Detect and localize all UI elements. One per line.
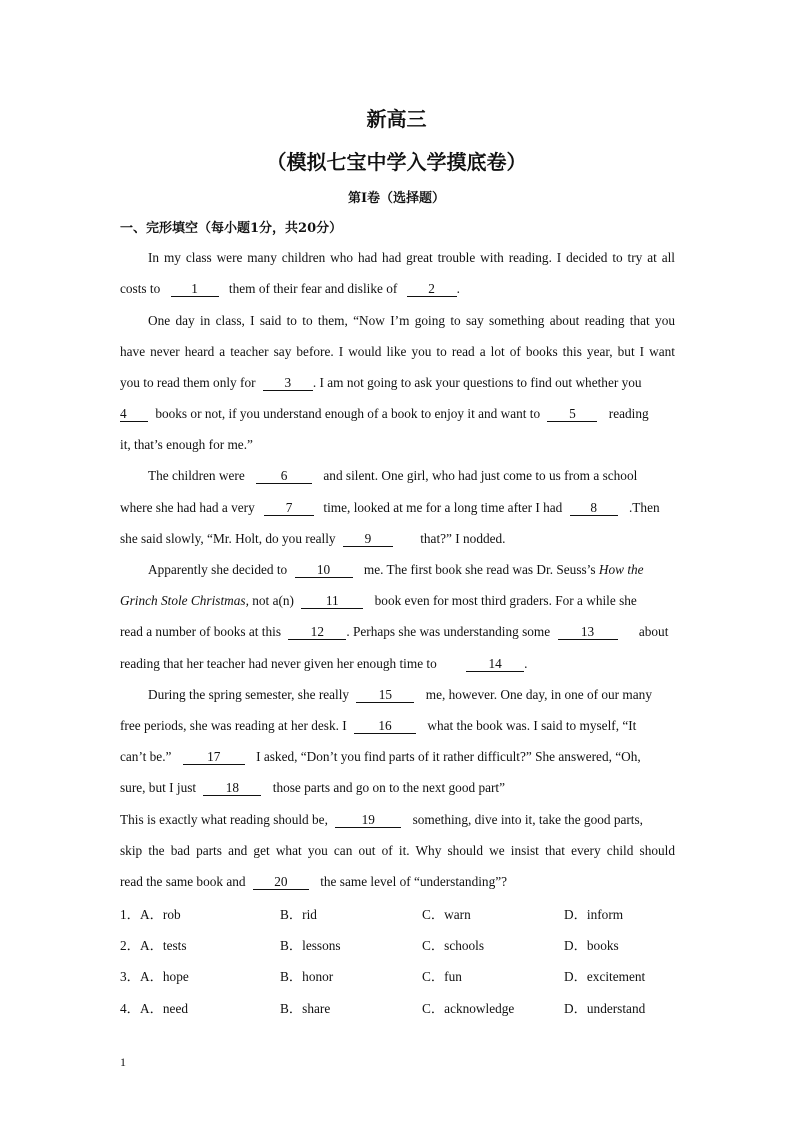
blank-10: 10: [295, 562, 353, 578]
passage-text: The children were: [148, 468, 245, 483]
passage-text: book even for most third graders. For a while she: [374, 593, 637, 608]
passage-text: what the book was. I said to myself, “It: [427, 718, 637, 733]
passage-text: time, looked at me for a long time after I had: [323, 500, 563, 515]
passage-text: .Then: [628, 500, 660, 515]
passage-text: me. The first book she read was Dr. Seuss’s: [363, 562, 596, 577]
volume-heading: 第I卷（选择题）: [347, 191, 446, 206]
question-number: 1．: [120, 907, 140, 922]
blank-2: 2: [407, 281, 457, 297]
passage-line: [120, 592, 675, 610]
option-a[interactable]: A．hope: [140, 969, 189, 984]
blank-4: 4: [120, 406, 148, 422]
passage-text: Apparently she decided to: [148, 562, 288, 577]
passage-text: This is exactly what reading should be,: [120, 812, 328, 827]
passage-line: [120, 374, 675, 392]
passage-text: One day in class, I said to to them, “Now I’m going to say something about reading that you: [148, 313, 675, 328]
passage-text: those parts and go on to the next good part”: [272, 780, 506, 795]
passage-text: the same level of “understanding”?: [320, 874, 508, 889]
blank-13: 13: [558, 624, 618, 640]
option-d[interactable]: D．books: [564, 938, 619, 953]
passage-text: reading that her teacher had never given her enough time to: [120, 656, 437, 671]
option-b[interactable]: B．lessons: [280, 938, 341, 953]
option-c[interactable]: C．acknowledge: [422, 1001, 515, 1016]
passage-line: [148, 249, 675, 267]
passage-line: [148, 312, 675, 330]
page-title: 新高三: [366, 107, 427, 131]
passage-text: read a number of books at this: [120, 624, 281, 639]
question-number: 2．: [120, 938, 140, 953]
passage-text: you to read them only for: [120, 375, 256, 390]
option-c[interactable]: C．warn: [422, 907, 471, 922]
passage-line: [148, 686, 675, 704]
passage-text: . I am not going to ask your questions to find out whether you: [312, 375, 642, 390]
blank-1: 1: [171, 281, 219, 297]
blank-5: 5: [547, 406, 597, 422]
passage-text: me, however. One day, in one of our many: [425, 687, 652, 702]
option-b[interactable]: B．rid: [280, 907, 317, 922]
passage-text: and silent. One girl, who had just come to us from a school: [323, 468, 638, 483]
passage-text: skip the bad parts and get what you can out of it. Why should we insist that every child should: [120, 843, 675, 858]
passage-line: [120, 842, 675, 860]
passage-text: not a(n): [252, 593, 294, 608]
passage-line: [120, 748, 675, 766]
question-number: 4．: [120, 1001, 140, 1016]
passage-line: [120, 343, 675, 361]
section-heading: 一、完形填空（每小题1分，共20分）: [120, 221, 343, 236]
option-d[interactable]: D．excitement: [564, 969, 646, 984]
blank-16: 16: [354, 718, 416, 734]
passage-line: [148, 561, 675, 579]
option-a[interactable]: A．tests: [140, 938, 187, 953]
passage-line: [120, 623, 675, 641]
option-b[interactable]: B．share: [280, 1001, 331, 1016]
question-number: 3．: [120, 969, 140, 984]
passage-line: [120, 717, 675, 735]
passage-text: them of their fear and dislike of: [228, 281, 398, 296]
passage-line: [120, 499, 675, 517]
passage-text: reading: [608, 406, 649, 421]
blank-20: 20: [253, 874, 309, 890]
passage-line: [120, 873, 675, 891]
passage-text: During the spring semester, she really: [148, 687, 350, 702]
passage-text: I asked, “Don’t you find parts of it rather difficult?” She answered, “Oh,: [256, 749, 641, 764]
passage-text: where she had had a very: [120, 500, 255, 515]
blank-3: 3: [263, 375, 313, 391]
book-title: How the: [598, 562, 644, 577]
blank-8: 8: [570, 500, 618, 516]
passage-text: books or not, if you understand enough of a book to enjoy it and want to: [155, 406, 541, 421]
blank-9: 9: [343, 531, 393, 547]
option-a[interactable]: A．rob: [140, 907, 181, 922]
passage-line: [120, 405, 675, 423]
passage-text: she said slowly, “Mr. Holt, do you really: [120, 531, 336, 546]
passage-text: . Perhaps she was understanding some: [346, 624, 551, 639]
option-b[interactable]: B．honor: [280, 969, 334, 984]
book-title: Grinch Stole Christmas,: [120, 593, 249, 608]
passage-text: sure, but I just: [120, 780, 197, 795]
blank-11: 11: [301, 593, 363, 609]
option-d[interactable]: D．understand: [564, 1001, 646, 1016]
blank-14: 14: [466, 656, 524, 672]
passage-text: something, dive into it, take the good parts,: [412, 812, 644, 827]
passage-line: [120, 436, 675, 454]
passage-line: [120, 655, 675, 673]
blank-15: 15: [356, 687, 414, 703]
passage-text: .: [524, 656, 528, 671]
blank-18: 18: [203, 780, 261, 796]
passage-text: costs to: [120, 281, 161, 296]
blank-17: 17: [183, 749, 245, 765]
blank-6: 6: [256, 468, 312, 484]
passage-text: it, that’s enough for me.”: [120, 437, 253, 452]
blank-12: 12: [288, 624, 346, 640]
passage-text: have never heard a teacher say before. I would like you to read a lot of books this year, but I want: [120, 344, 675, 359]
passage-text: about: [638, 624, 669, 639]
option-c[interactable]: C．fun: [422, 969, 462, 984]
passage-line: [120, 811, 675, 829]
page-subtitle: （模拟七宝中学入学摸底卷）: [266, 150, 527, 174]
passage-line: [148, 467, 675, 485]
option-d[interactable]: D．inform: [564, 907, 624, 922]
passage-text: read the same book and: [120, 874, 246, 889]
blank-19: 19: [335, 812, 401, 828]
page-number: 1: [120, 1055, 126, 1069]
passage-text: In my class were many children who had had great trouble with reading. I decided to try at all: [148, 250, 675, 265]
passage-text: that?” I nodded.: [420, 531, 506, 546]
passage-text: free periods, she was reading at her desk. I: [120, 718, 347, 733]
option-c[interactable]: C．schools: [422, 938, 485, 953]
option-a[interactable]: A．need: [140, 1001, 188, 1016]
passage-line: [120, 530, 675, 548]
passage-line: [120, 280, 675, 298]
blank-7: 7: [264, 500, 314, 516]
passage-line: [120, 779, 675, 797]
passage-text: can’t be.”: [120, 749, 172, 764]
passage-text: .: [456, 281, 460, 296]
